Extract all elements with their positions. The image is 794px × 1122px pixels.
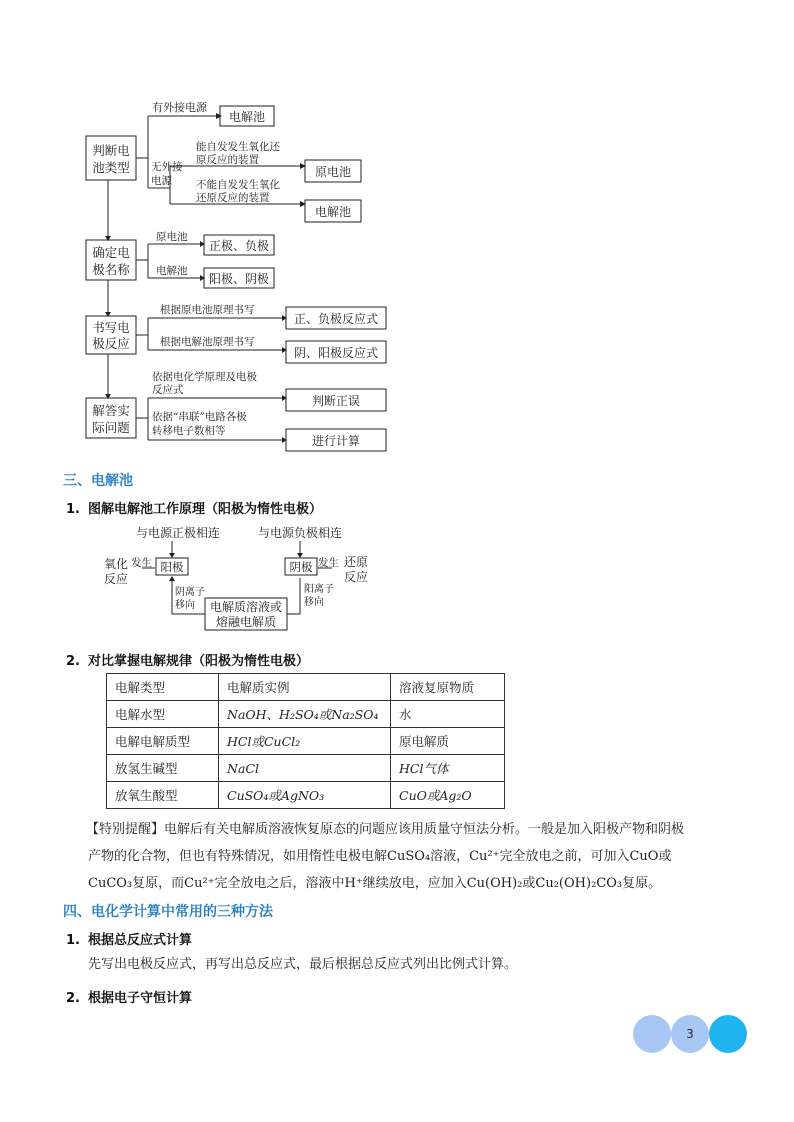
item-title: 图解电解池工作原理（阳极为惰性电极） [88, 502, 323, 517]
label-by-series-l1: 依据“串联”电路各极 [152, 411, 247, 423]
item-number: 1. [66, 933, 80, 948]
table-row [107, 755, 505, 782]
label-occur-right: 发生 [318, 557, 339, 569]
label-cation-move-l1: 阳离子 [304, 584, 334, 595]
result-electrolytic-cell-2: 电解池 [314, 205, 352, 219]
table-cell: CuO或Ag₂O [391, 782, 505, 809]
node-solve-problem-l1: 解答实 [92, 403, 130, 418]
node-write-reaction-l1: 书写电 [92, 320, 130, 335]
table-header: 电解质实例 [219, 674, 391, 701]
special-tip-paragraph [86, 816, 736, 897]
electrolysis-rules-table [106, 673, 505, 809]
section-3-title: 三、电解池 [63, 473, 133, 489]
node-write-reaction-l2: 极反应 [92, 336, 130, 351]
table-header: 溶液复原物质 [391, 674, 505, 701]
table-cell: 电解水型 [107, 701, 219, 728]
label-electrolyte-l2: 熔融电解质 [215, 615, 277, 629]
node-electrode-name-l2: 极名称 [92, 262, 130, 277]
item-title: 根据电子守恒计算 [88, 991, 193, 1006]
table-row [107, 701, 505, 728]
item-title: 对比掌握电解规律（阳极为惰性电极） [88, 654, 310, 669]
label-electrolytic: 电解池 [156, 265, 188, 277]
item-number: 1. [66, 502, 80, 517]
label-anion-move-l1: 阴离子 [175, 587, 205, 598]
label-galvanic: 原电池 [156, 231, 188, 243]
label-can-redox-l2: 原反应的装置 [196, 154, 259, 166]
result-pos-neg: 正极、负极 [208, 239, 270, 253]
item-title: 根据总反应式计算 [88, 933, 193, 948]
electrolysis-principle-diagram [0, 515, 794, 640]
label-no-power-l1: 无外接 [151, 161, 183, 173]
page-number: 3 [686, 1027, 694, 1041]
result-calc: 进行计算 [311, 434, 361, 448]
result-anode-cathode: 阳极、阴极 [208, 272, 270, 286]
table-cell: NaCl [219, 755, 391, 782]
label-anion-move-l2: 移向 [175, 600, 195, 611]
tip-line: CuCO₃复原，而Cu²⁺完全放电之后，溶液中H⁺继续放电，应加入Cu(OH)₂或Cu₂(OH)₂CO₃复原。 [88, 876, 662, 891]
table-cell: 电解电解质型 [107, 728, 219, 755]
node-electrode-name-l1: 确定电 [92, 245, 130, 260]
label-external-power: 有外接电源 [152, 101, 207, 114]
label-can-redox-l1: 能自发发生氧化还 [196, 141, 280, 153]
table-row [107, 728, 505, 755]
label-cation-move-l2: 移向 [304, 597, 324, 608]
table-cell: NaOH、H₂SO₄或Na₂SO₄ [219, 701, 391, 728]
label-anode: 阳极 [160, 560, 184, 574]
label-oxidation-l1: 氧化 [104, 557, 129, 571]
table-row [107, 782, 505, 809]
section-3-item-2 [66, 650, 309, 669]
table-cell: CuSO₄或AgNO₃ [219, 782, 391, 809]
tip-line: 【特别提醒】电解后有关电解质溶液恢复原态的问题应该用质量守恒法分析。一般是加入阳极产物和阴极 [86, 822, 685, 837]
badge-circle-left [633, 1015, 671, 1053]
label-by-series-l2: 转移电子数相等 [152, 425, 226, 437]
label-occur-left: 发生 [131, 557, 152, 569]
table-header-row [107, 674, 505, 701]
table-cell: 放氢生碱型 [107, 755, 219, 782]
label-oxidation-l2: 反应 [104, 572, 129, 586]
table-header: 电解类型 [107, 674, 219, 701]
node-judge-cell-type-l2: 池类型 [92, 160, 130, 175]
node-judge-cell-type-l1: 判断电 [92, 143, 130, 158]
result-electrolytic-cell: 电解池 [228, 110, 266, 124]
table-cell: HCl或CuCl₂ [219, 728, 391, 755]
label-by-principle-l2: 反应式 [152, 384, 184, 396]
section-4-title: 四、电化学计算中常用的三种方法 [63, 904, 273, 920]
item-number: 2. [66, 654, 80, 669]
table-cell: 原电解质 [391, 728, 505, 755]
label-electrolyte-l1: 电解质溶液或 [209, 600, 283, 614]
label-reduction-l1: 还原 [344, 555, 369, 569]
result-galvanic-cell: 原电池 [314, 165, 352, 179]
label-cathode: 阴极 [289, 560, 313, 574]
result-judge: 判断正误 [311, 394, 361, 408]
label-positive-connection: 与电源正极相连 [135, 526, 221, 540]
badge-circle-right [709, 1015, 747, 1053]
result-anode-cathode-eq: 阴、阳极反应式 [293, 346, 379, 360]
flowchart-electrochemistry [0, 0, 794, 460]
label-by-electrolytic: 根据电解池原理书写 [160, 336, 255, 348]
result-pos-neg-eq: 正、负极反应式 [293, 312, 379, 326]
label-by-principle-l1: 依据电化学原理及电极 [152, 371, 257, 383]
label-cannot-redox-l1: 不能自发发生氧化 [196, 179, 280, 191]
page-number-badge [633, 1015, 747, 1053]
section-4-item-1 [66, 929, 192, 948]
item-number: 2. [66, 991, 80, 1006]
table-cell: HCl气体 [391, 755, 505, 782]
table-cell: 放氧生酸型 [107, 782, 219, 809]
label-no-power-l2: 电源 [151, 175, 172, 187]
section-4-item-2 [66, 987, 192, 1006]
label-negative-connection: 与电源负极相连 [257, 526, 343, 540]
table-cell: 水 [391, 701, 505, 728]
tip-line: 产物的化合物，但也有特殊情况，如用惰性电极电解CuSO₄溶液，Cu²⁺完全放电之前，可加入CuO或 [88, 849, 672, 864]
section-4-item-1-text: 先写出电极反应式，再写出总反应式，最后根据总反应式列出比例式计算。 [88, 957, 518, 972]
label-by-galvanic: 根据原电池原理书写 [160, 304, 255, 316]
node-solve-problem-l2: 际问题 [92, 420, 130, 435]
label-cannot-redox-l2: 还原反应的装置 [196, 192, 270, 204]
label-reduction-l2: 反应 [344, 570, 369, 584]
